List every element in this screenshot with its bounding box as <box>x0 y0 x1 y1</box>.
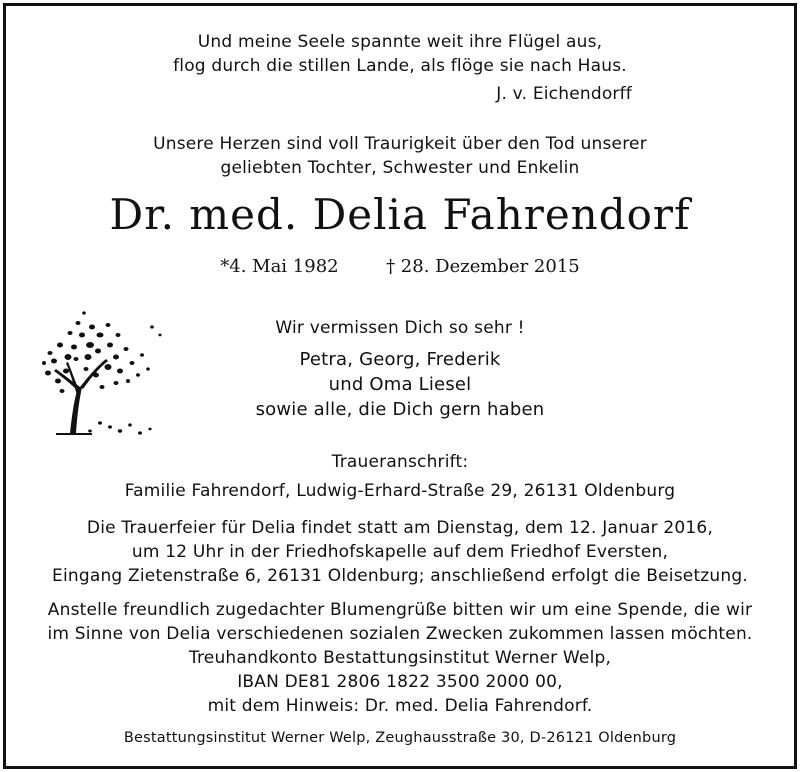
donation-line-2: im Sinne von Delia verschiedenen sozialen Zwecken zukommen lassen möchten. <box>47 624 753 644</box>
donation-iban: IBAN DE81 2806 1822 3500 2000 00, <box>237 672 563 692</box>
mourners-line-1: Petra, Georg, Frederik <box>299 349 501 370</box>
deceased-name: Dr. med. Delia Fahrendorf <box>109 190 691 239</box>
service-line-3: Eingang Zietenstraße 6, 26131 Oldenburg; anschließend erfolgt die Beisetzung. <box>52 566 748 586</box>
quote-line-2: flog durch die stillen Lande, als flöge sie nach Haus. <box>173 56 627 76</box>
address-heading: Traueranschrift: <box>331 452 469 472</box>
service-line-2: um 12 Uhr in der Friedhofskapelle auf dem Friedhof Eversten, <box>131 542 669 562</box>
footer-funeral-home: Bestattungsinstitut Werner Welp, Zeughausstraße 30, D-26121 Oldenburg <box>123 730 677 746</box>
mourners-line-3: sowie alle, die Dich gern haben <box>255 399 545 420</box>
life-dates <box>0 256 800 277</box>
intro-line-1: Unsere Herzen sind voll Traurigkeit über den Tod unserer <box>153 134 647 154</box>
address-line: Familie Fahrendorf, Ludwig-Erhard-Straße 29, 26131 Oldenburg <box>124 481 676 501</box>
donation-line-3: Treuhandkonto Bestattungsinstitut Werner Welp, <box>188 648 612 668</box>
miss-you-line: Wir vermissen Dich so sehr ! <box>275 318 525 338</box>
donation-line-5: mit dem Hinweis: Dr. med. Delia Fahrendorf. <box>207 696 593 716</box>
death-date: † 28. Dezember 2015 <box>386 256 580 277</box>
quote-author: J. v. Eichendorff <box>496 84 632 104</box>
intro-line-2: geliebten Tochter, Schwester und Enkelin <box>220 158 580 178</box>
service-line-1: Die Trauerfeier für Delia findet statt am Dienstag, dem 12. Januar 2016, <box>86 518 714 538</box>
quote-line-1: Und meine Seele spannte weit ihre Flügel aus, <box>197 32 603 52</box>
mourners-line-2: und Oma Liesel <box>328 374 472 395</box>
birth-date: *4. Mai 1982 <box>220 256 339 277</box>
donation-line-1: Anstelle freundlich zugedachter Blumengrüße bitten wir um eine Spende, die wir <box>47 600 753 620</box>
